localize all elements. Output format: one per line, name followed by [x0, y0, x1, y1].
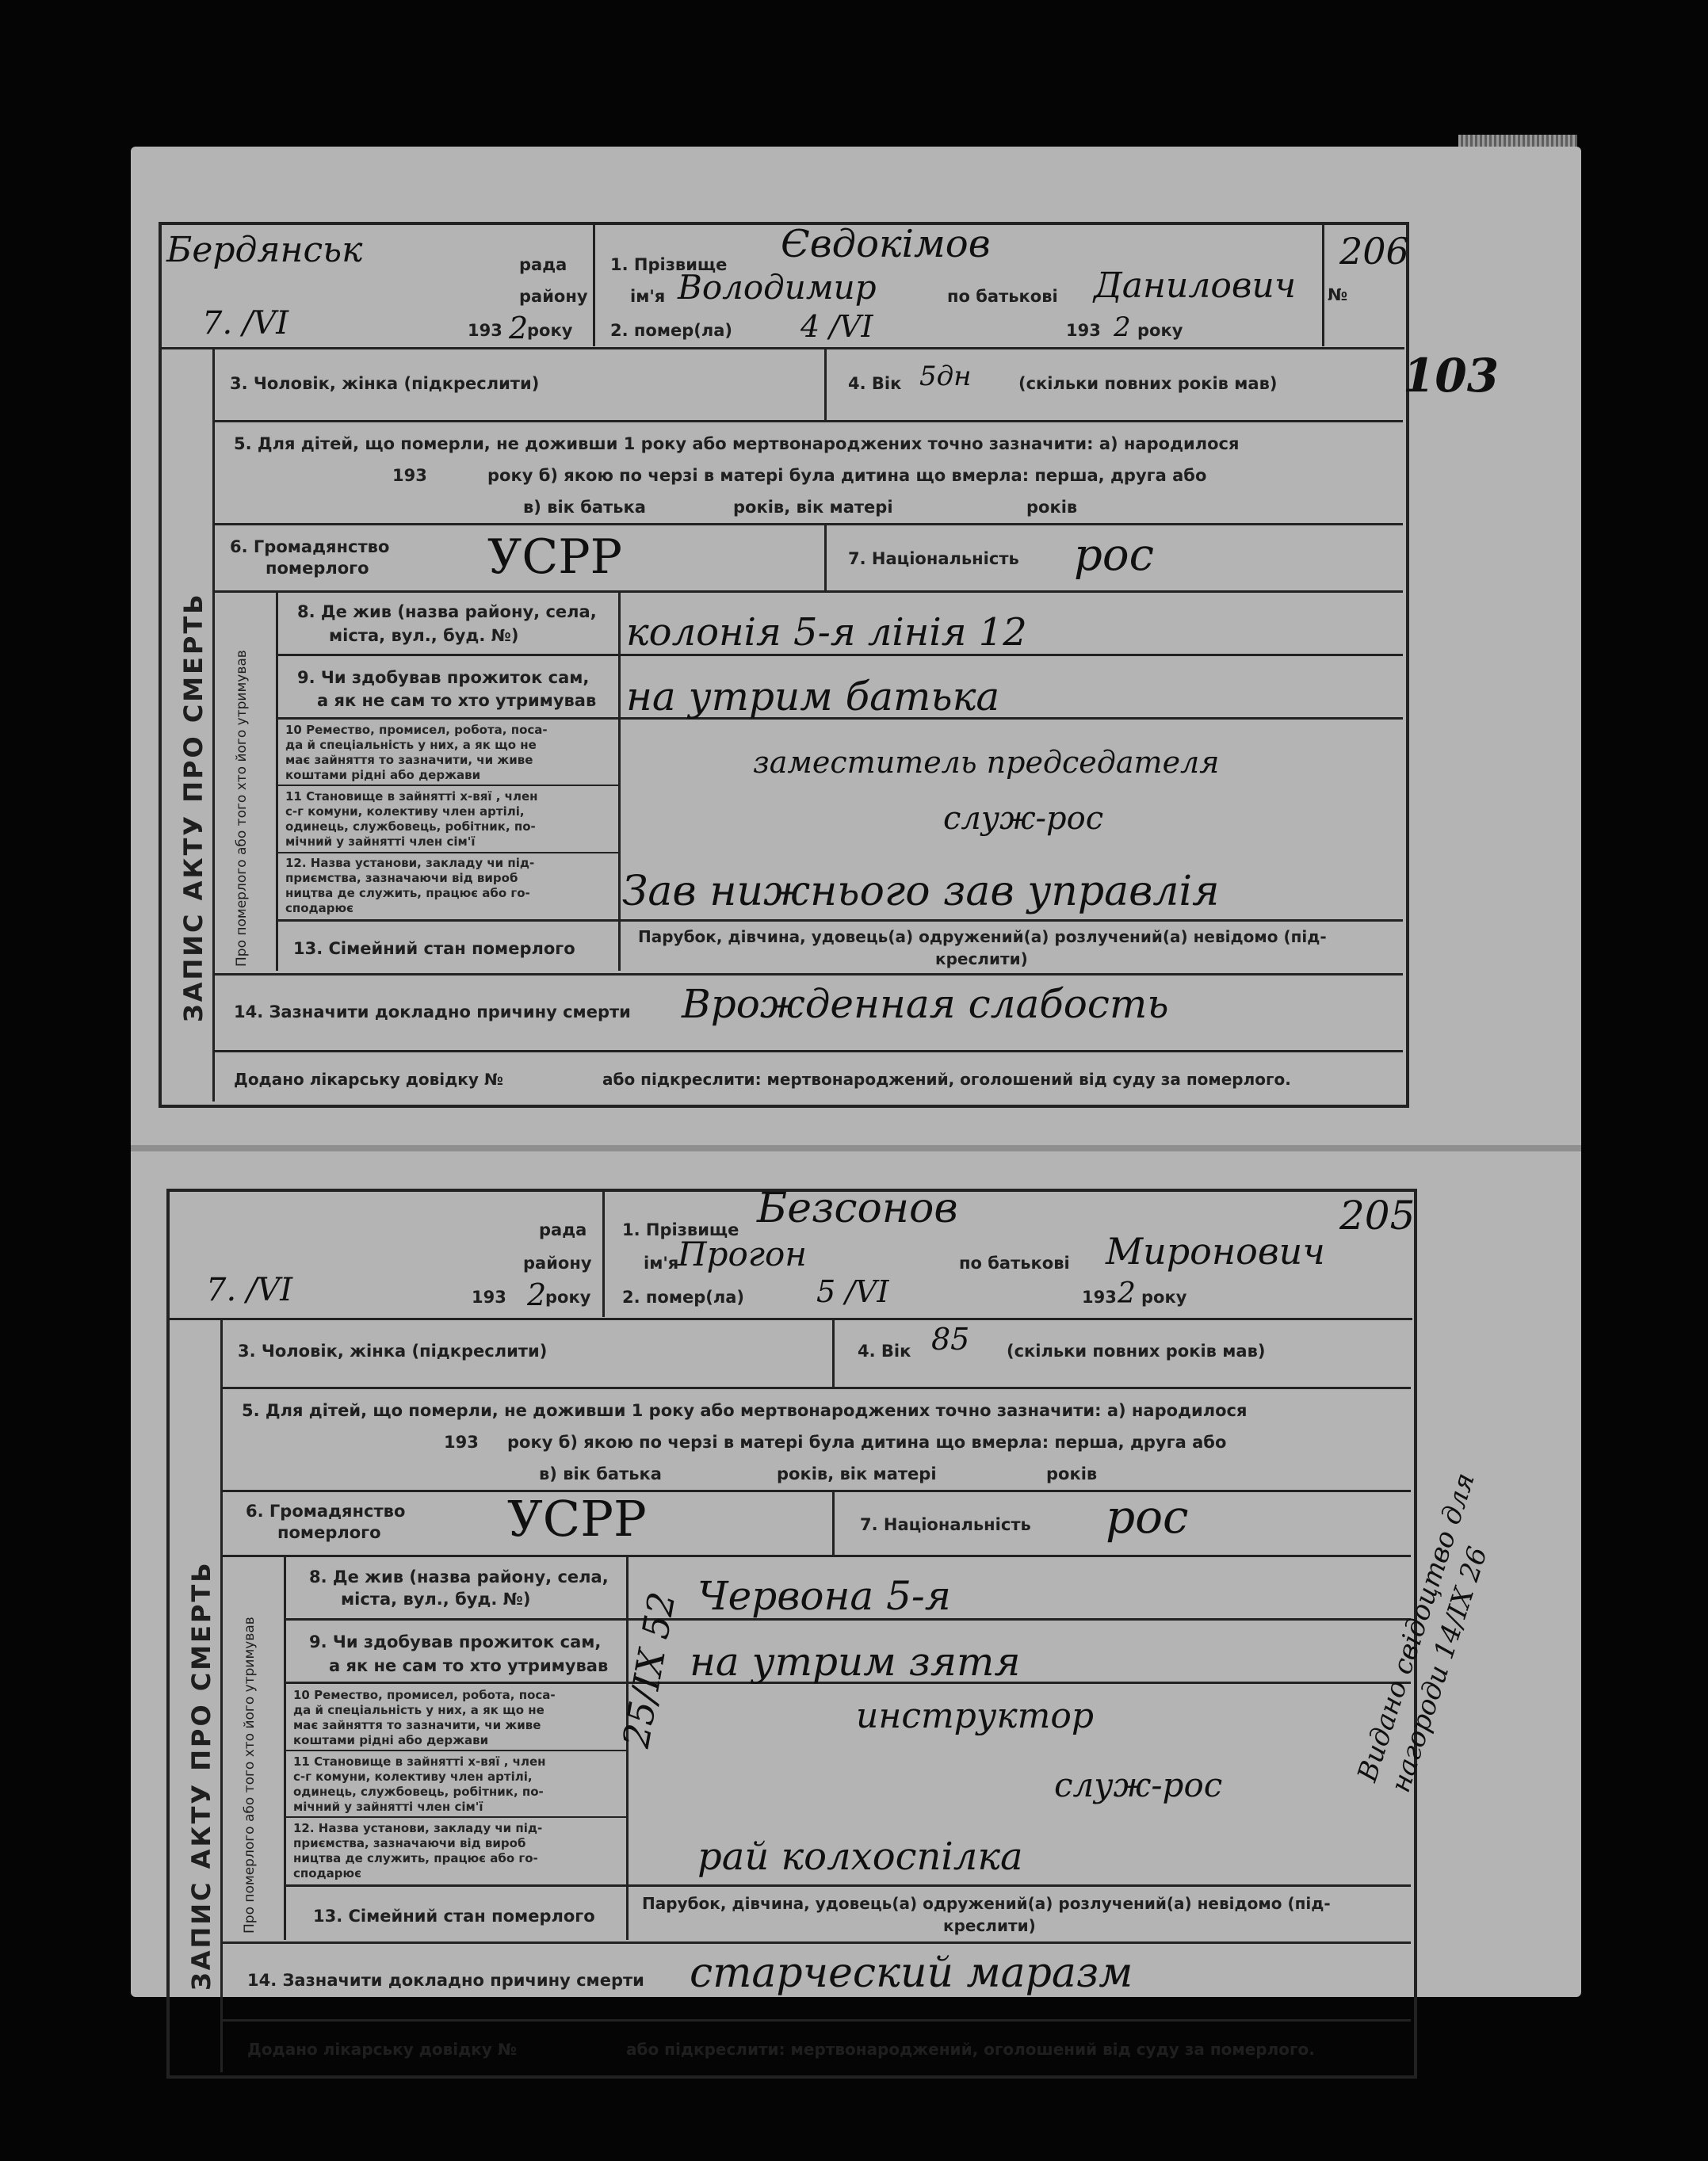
header-bottom-line [160, 347, 1404, 349]
hw-occupation: заместитель председателя [753, 745, 1220, 780]
f9-label-2: а як не сам то хто утримував [329, 1656, 609, 1675]
row-line [285, 1816, 628, 1818]
row-line [214, 973, 1403, 976]
hw-year-digit: 2 [509, 311, 529, 346]
row-line [277, 785, 620, 786]
patronymic-label: по батькові [947, 287, 1058, 306]
number-label: № [1328, 285, 1348, 304]
f13-label: 13. Сімейний стан померлого [293, 939, 575, 958]
surname-label: 1. Прізвище [610, 255, 728, 274]
hw-employer: Зав нижнього зав управлія [622, 868, 1220, 915]
death-label: 2. помер(ла) [622, 1288, 745, 1307]
hw-death-date: 5 /VI [816, 1274, 889, 1309]
header-bottom-line [168, 1318, 1412, 1320]
hw-citizenship: УСРР [487, 529, 623, 585]
hw-cause: Врожденная слабость [682, 981, 1169, 1027]
col-line [824, 347, 827, 420]
death-year-suffix: року [1137, 321, 1183, 340]
side-label: Про померлого або того хто його утримував [242, 1617, 258, 1934]
death-year-prefix: 193 [1082, 1288, 1117, 1307]
f5-line1: 5. Для дітей, що померли, не доживши 1 року або мертвонароджених точно зазначити: а) народилося [234, 434, 1240, 453]
hw-rada: Бердянськ [166, 230, 363, 270]
col-line [832, 1318, 835, 1387]
hw-position: служ-рос [1054, 1766, 1223, 1804]
f3-label: 3. Чоловік, жінка (підкреслити) [230, 374, 540, 393]
f5-year: 193 [392, 466, 427, 485]
footer-b: або підкреслити: мертвонароджений, оголошений від суду за померлого. [626, 2040, 1315, 2059]
f4-suffix: (скільки повних років мав) [1018, 374, 1278, 393]
rada-label: рада [539, 1220, 587, 1239]
f5-line3: в) вік батька [539, 1464, 662, 1483]
name-label: ім'я [630, 287, 666, 306]
hw-date: 7. /VI [202, 305, 289, 342]
label-col-line [626, 1555, 629, 1940]
hw-name: Володимир [678, 268, 877, 307]
label-col-line [618, 590, 621, 971]
f8-label: 8. Де жив (назва району, села, [297, 602, 597, 621]
vertical-title: ЗАПИС АКТУ ПРО СМЕРТЬ [186, 1560, 216, 1991]
f9-label-2: а як не сам то хто утримував [317, 691, 597, 710]
hw-employer: рай колхоспілка [697, 1835, 1023, 1879]
death-year-prefix: 193 [1066, 321, 1101, 340]
f5-line3-c: років [1026, 498, 1078, 517]
f6-label: 6. Громадянство [246, 1502, 406, 1521]
title-column-line [212, 347, 215, 1101]
hw-name: Прогон [678, 1235, 807, 1273]
f8-label-2: міста, вул., буд. №) [341, 1590, 531, 1609]
f4-suffix: (скільки повних років мав) [1007, 1342, 1266, 1361]
header-divider [602, 1190, 605, 1317]
f13-label: 13. Сімейний стан померлого [313, 1907, 595, 1926]
rada-label: рада [519, 255, 567, 274]
raion-label: району [523, 1254, 592, 1273]
row-line [214, 590, 1403, 593]
hw-nationality: рос [1074, 529, 1154, 581]
f8-label: 8. Де жив (назва району, села, [309, 1567, 609, 1586]
f10-label: 10 Ремество, промисел, робота, поса- да й спеціальність у них, а як що не має зайняття то зазначити, чи живе коштами рідні або держави [293, 1688, 556, 1747]
footer-a: Додано лікарську довідку № [234, 1070, 503, 1089]
row-line [214, 420, 1403, 422]
f6-label: 6. Громадянство [230, 537, 390, 556]
f7-label: 7. Національність [848, 549, 1019, 568]
hw-citizenship: УСРР [507, 1490, 647, 1548]
f5-line3-b: років, вік матері [777, 1464, 937, 1483]
surname-label: 1. Прізвище [622, 1220, 739, 1239]
hw-age: 5дн [919, 361, 972, 392]
date-year-label: 193 [472, 1288, 506, 1307]
f11-label: 11 Становище в зайнятті х-вяї , член с-г комуни, колективу член артілі, одинець, службовець, робітник, по- мічний у зайнятті член сім'ї [293, 1754, 546, 1814]
side-col-line [284, 1555, 286, 1940]
f12-label: 12. Назва установи, закладу чи під- приємства, зазначаючи від вироб ництва де служить, працює або го- сподарює [293, 1821, 543, 1880]
death-year-suffix: року [1141, 1288, 1187, 1307]
f9-label: 9. Чи здобував прожиток сам, [309, 1632, 602, 1651]
f5-line2: року б) якою по черзі в матері була дитина що вмерла: перша, друга або [507, 1433, 1227, 1452]
header-divider [593, 223, 595, 346]
row-line [222, 1490, 1411, 1492]
hw-surname: Євдокімов [781, 222, 991, 266]
f5-year: 193 [444, 1433, 479, 1452]
f7-label: 7. Національність [860, 1515, 1031, 1534]
hw-support: на утрим батька [626, 674, 1000, 720]
hw-position: служ-рос [943, 800, 1104, 837]
row-line [285, 1750, 628, 1751]
f14-label: 14. Зазначити докладно причину смерти [247, 1971, 644, 1990]
hw-patronymic: Миронович [1106, 1230, 1325, 1273]
f6-label-2: померлого [266, 559, 369, 578]
row-line [277, 919, 1403, 922]
hw-patronymic: Данилович [1094, 265, 1297, 306]
col-line [824, 523, 827, 590]
page-fold [131, 1145, 1581, 1151]
f8-label-2: міста, вул., буд. №) [329, 626, 519, 645]
row-line [222, 1387, 1411, 1389]
f5-line3-b: років, вік матері [733, 498, 893, 517]
row-line [277, 852, 620, 853]
row-line [222, 1941, 1411, 1944]
hw-record-number: 206 [1339, 230, 1409, 273]
row-line [222, 1555, 1411, 1557]
hw-residence: колонія 5-я лінія 12 [626, 610, 1027, 655]
number-divider [1322, 223, 1324, 346]
hw-residence: Червона 5-я [697, 1573, 951, 1619]
hw-death-date: 4 /VI [801, 309, 873, 344]
raion-label: району [519, 287, 588, 306]
row-line [285, 1884, 1411, 1887]
vertical-title: ЗАПИС АКТУ ПРО СМЕРТЬ [178, 592, 208, 1022]
hw-death-year: 2 [1118, 1277, 1136, 1310]
row-line [222, 2019, 1411, 2022]
f14-label: 14. Зазначити докладно причину смерти [234, 1002, 631, 1021]
year-suffix: року [527, 321, 573, 340]
row-line [214, 1050, 1403, 1052]
date-year-label: 193 [468, 321, 502, 340]
hw-occupation: инструктор [856, 1696, 1095, 1736]
death-label: 2. помер(ла) [610, 321, 733, 340]
hw-death-year: 2 [1114, 311, 1131, 343]
patronymic-label: по батькові [959, 1254, 1070, 1273]
title-column-line [220, 1318, 223, 2072]
footer-a: Додано лікарську довідку № [247, 2040, 517, 2059]
f6-label-2: померлого [277, 1523, 381, 1542]
side-col-line [276, 590, 278, 971]
f12-label: 12. Назва установи, закладу чи під- приємства, зазначаючи від вироб ництва де служить, працює або го- сподарює [285, 856, 535, 915]
hw-nationality: рос [1106, 1490, 1189, 1544]
f9-label: 9. Чи здобував прожиток сам, [297, 668, 590, 687]
f11-label: 11 Становище в зайнятті х-вяї , член с-г комуни, колективу член артілі, одинець, службовець, робітник, по- мічний у зайнятті член сім'ї [285, 789, 538, 849]
name-label: ім'я [644, 1254, 679, 1273]
col-line [832, 1490, 835, 1555]
side-label: Про померлого або того хто його утримував [234, 650, 250, 967]
f13-options: Парубок, дівчина, удовець(а) одружений(а) розлучений(а) невідомо (під- [638, 927, 1327, 946]
f13-options-2: креслити) [943, 1916, 1036, 1935]
f3-label: 3. Чоловік, жінка (підкреслити) [238, 1342, 548, 1361]
f5-line2: року б) якою по черзі в матері була дитина що вмерла: перша, друга або [487, 466, 1207, 485]
hw-annotation-date: 25/IX 52 [614, 1588, 684, 1751]
f5-line1: 5. Для дітей, що померли, не доживши 1 року або мертвонароджених точно зазначити: а) народилося [242, 1401, 1248, 1420]
f5-line3: в) вік батька [523, 498, 646, 517]
hw-cause: старческий маразм [690, 1949, 1133, 1997]
hw-age: 85 [931, 1322, 970, 1357]
hw-support: на утрим зятя [690, 1639, 1021, 1685]
year-suffix: року [545, 1288, 591, 1307]
hw-annotation-side: Видано свідоцтво для нагороди 14/IX 26 [1351, 1468, 1494, 1796]
f4-label: 4. Вік [848, 374, 902, 393]
f10-label: 10 Ремество, промисел, робота, поса- да й спеціальність у них, а як що не має зайняття то зазначити, чи живе коштами рідні або держави [285, 723, 548, 782]
hw-date: 7. /VI [206, 1272, 293, 1308]
f4-label: 4. Вік [858, 1342, 911, 1361]
f13-options: Парубок, дівчина, удовець(а) одружений(а) розлучений(а) невідомо (під- [642, 1894, 1331, 1913]
f13-options-2: креслити) [935, 949, 1028, 968]
hw-record-number: 205 [1339, 1193, 1416, 1239]
row-line [214, 523, 1403, 525]
footer-b: або підкреслити: мертвонароджений, оголошений від суду за померлого. [602, 1070, 1291, 1089]
hw-year-digit: 2 [527, 1277, 547, 1312]
hw-surname: Безсонов [757, 1185, 958, 1232]
hw-margin-number: 103 [1403, 349, 1500, 403]
f5-line3-c: років [1046, 1464, 1098, 1483]
